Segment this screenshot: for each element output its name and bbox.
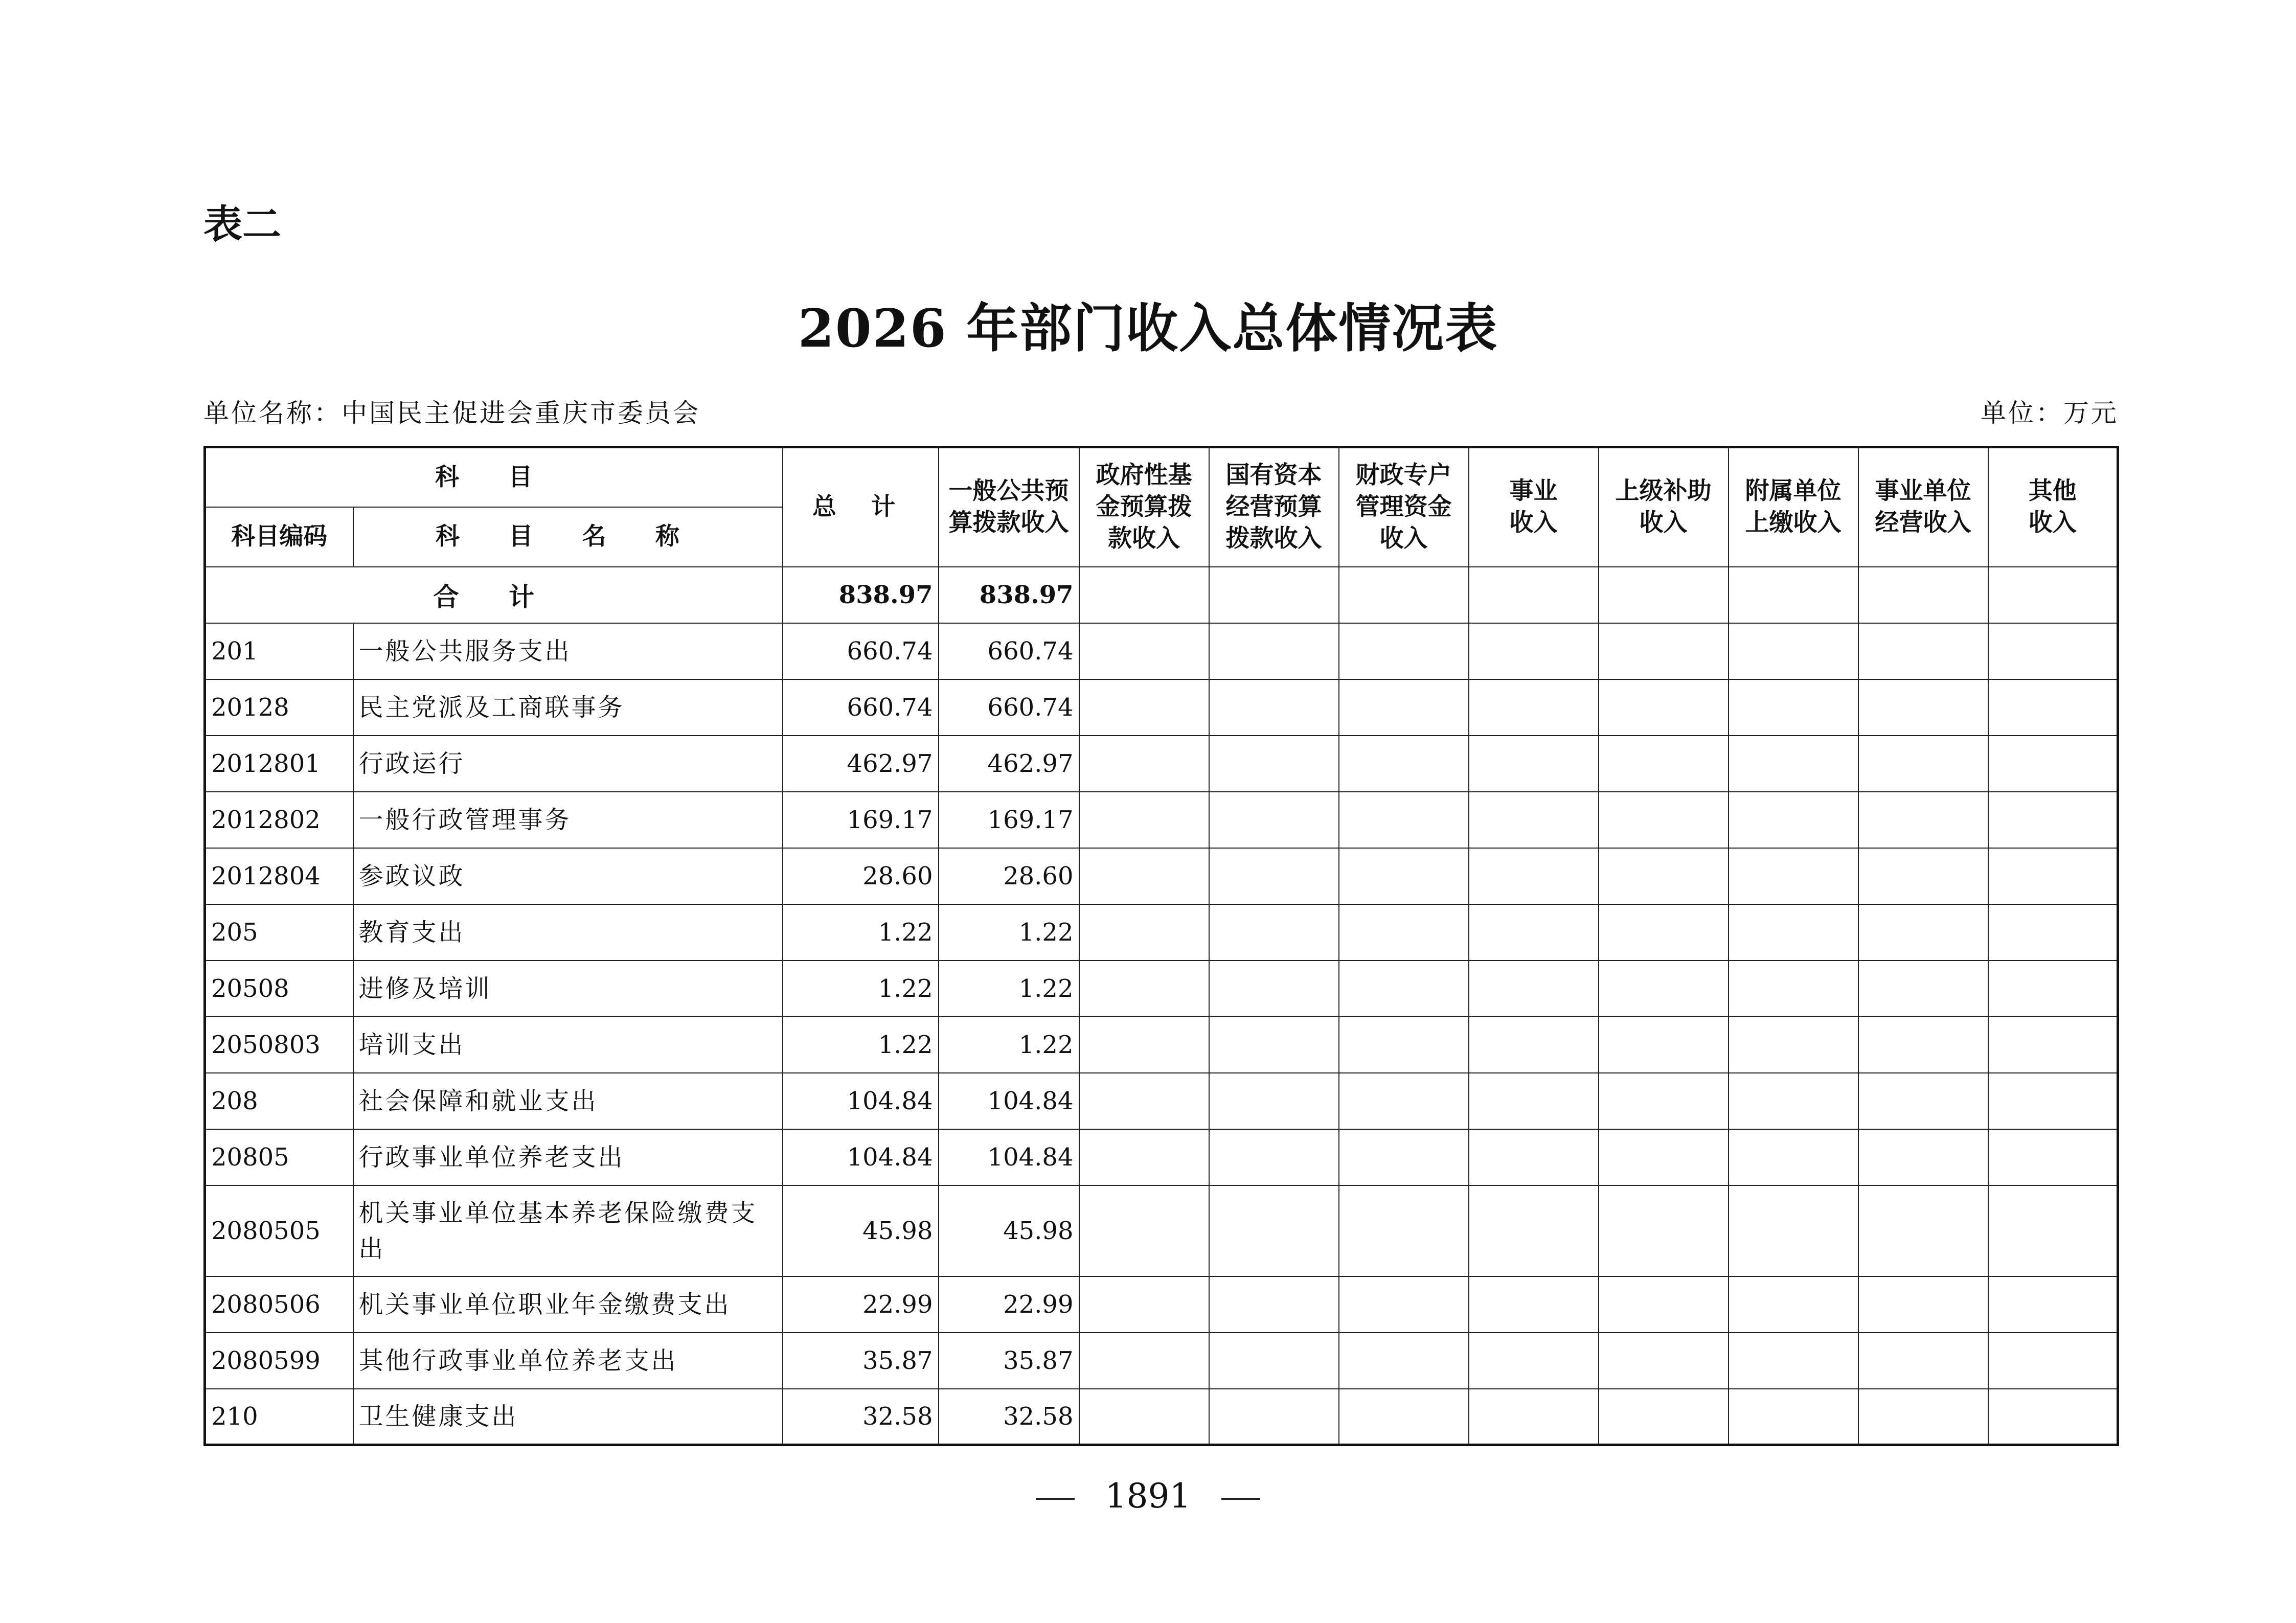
totals-label: 合 计 bbox=[205, 567, 783, 623]
empty-cell bbox=[1599, 1017, 1729, 1073]
subject-code: 208 bbox=[205, 1073, 353, 1129]
empty-cell bbox=[1599, 792, 1729, 848]
total-value: 1.22 bbox=[783, 961, 939, 1017]
total-value: 104.84 bbox=[783, 1073, 939, 1129]
empty-cell bbox=[1988, 1389, 2118, 1445]
table-row bbox=[205, 1185, 2118, 1276]
empty-cell bbox=[1079, 1129, 1209, 1185]
total-value: 35.87 bbox=[783, 1333, 939, 1389]
empty-cell bbox=[1469, 1073, 1599, 1129]
table-row bbox=[205, 1333, 2118, 1389]
empty-cell bbox=[1988, 1333, 2118, 1389]
totals-total: 838.97 bbox=[783, 567, 939, 623]
general-budget-value: 1.22 bbox=[939, 961, 1079, 1017]
empty-cell bbox=[1079, 1017, 1209, 1073]
empty-cell bbox=[1339, 1389, 1469, 1445]
empty-cell bbox=[1469, 679, 1599, 736]
subject-code: 201 bbox=[205, 623, 353, 679]
header-state-capital: 国有资本经营预算拨款收入 bbox=[1209, 447, 1339, 567]
empty-cell bbox=[1858, 961, 1988, 1017]
header-general-budget: 一般公共预算拨款收入 bbox=[939, 447, 1079, 567]
empty-cell bbox=[1339, 961, 1469, 1017]
subject-code: 2012804 bbox=[205, 848, 353, 904]
general-budget-value: 169.17 bbox=[939, 792, 1079, 848]
table-row bbox=[205, 623, 2118, 679]
total-value: 28.60 bbox=[783, 848, 939, 904]
empty-cell bbox=[1209, 736, 1339, 792]
footer-dash-left bbox=[1036, 1498, 1075, 1500]
empty-cell bbox=[1209, 961, 1339, 1017]
empty-cell bbox=[1599, 736, 1729, 792]
empty-cell bbox=[1079, 736, 1209, 792]
subject-code: 2050803 bbox=[205, 1017, 353, 1073]
subject-code: 20128 bbox=[205, 679, 353, 736]
empty-cell bbox=[1209, 792, 1339, 848]
empty-cell bbox=[1599, 1276, 1729, 1333]
empty-cell bbox=[1339, 1185, 1469, 1276]
subject-name: 民主党派及工商联事务 bbox=[353, 679, 783, 736]
subject-name: 其他行政事业单位养老支出 bbox=[353, 1333, 783, 1389]
empty-cell bbox=[1599, 1185, 1729, 1276]
table-tag: 表二 bbox=[203, 201, 281, 247]
footer-dash-right bbox=[1221, 1498, 1260, 1500]
empty-cell bbox=[1729, 1073, 1858, 1129]
subject-name: 机关事业单位基本养老保险缴费支出 bbox=[353, 1185, 783, 1276]
subject-code: 2080505 bbox=[205, 1185, 353, 1276]
page-footer bbox=[0, 1476, 2296, 1516]
empty-cell bbox=[1988, 1185, 2118, 1276]
header-subject-group: 科 目 bbox=[205, 447, 783, 507]
subject-code: 205 bbox=[205, 904, 353, 961]
empty-cell bbox=[1079, 848, 1209, 904]
general-budget-value: 45.98 bbox=[939, 1185, 1079, 1276]
header-affiliated: 附属单位上缴收入 bbox=[1729, 447, 1858, 567]
general-budget-value: 35.87 bbox=[939, 1333, 1079, 1389]
totals-row bbox=[205, 567, 2118, 623]
empty-cell bbox=[1729, 1276, 1858, 1333]
table-row bbox=[205, 961, 2118, 1017]
header-total: 总 计 bbox=[783, 447, 939, 567]
subject-code: 2080506 bbox=[205, 1276, 353, 1333]
empty-cell bbox=[1339, 792, 1469, 848]
empty-cell bbox=[1858, 848, 1988, 904]
empty-cell bbox=[1729, 1017, 1858, 1073]
empty-cell bbox=[1858, 792, 1988, 848]
empty-cell bbox=[1729, 904, 1858, 961]
table-row bbox=[205, 679, 2118, 736]
header-career-income: 事业收入 bbox=[1469, 447, 1599, 567]
empty-cell bbox=[1209, 1073, 1339, 1129]
empty-cell bbox=[1858, 1017, 1988, 1073]
total-value: 660.74 bbox=[783, 679, 939, 736]
empty-cell bbox=[1469, 904, 1599, 961]
empty-cell bbox=[1729, 1333, 1858, 1389]
empty-cell bbox=[1469, 792, 1599, 848]
table-row bbox=[205, 736, 2118, 792]
empty-cell bbox=[1209, 1017, 1339, 1073]
empty-cell bbox=[1079, 679, 1209, 736]
empty-cell bbox=[1729, 961, 1858, 1017]
subject-code: 20805 bbox=[205, 1129, 353, 1185]
page-number: 1891 bbox=[1105, 1476, 1191, 1516]
empty-cell bbox=[1209, 1333, 1339, 1389]
empty-cell bbox=[1858, 679, 1988, 736]
empty-cell bbox=[1339, 1276, 1469, 1333]
empty-cell bbox=[1988, 1129, 2118, 1185]
subject-name: 参政议政 bbox=[353, 848, 783, 904]
general-budget-value: 28.60 bbox=[939, 848, 1079, 904]
empty-cell bbox=[1079, 1389, 1209, 1445]
empty-cell bbox=[1599, 623, 1729, 679]
empty-cell bbox=[1079, 961, 1209, 1017]
subject-name: 一般行政管理事务 bbox=[353, 792, 783, 848]
table-row bbox=[205, 904, 2118, 961]
general-budget-value: 32.58 bbox=[939, 1389, 1079, 1445]
empty-cell bbox=[1858, 623, 1988, 679]
empty-cell bbox=[1079, 623, 1209, 679]
empty-cell bbox=[1599, 904, 1729, 961]
empty-cell bbox=[1988, 679, 2118, 736]
total-value: 32.58 bbox=[783, 1389, 939, 1445]
empty-cell bbox=[1079, 792, 1209, 848]
empty-cell bbox=[1988, 792, 2118, 848]
subject-name: 教育支出 bbox=[353, 904, 783, 961]
total-value: 45.98 bbox=[783, 1185, 939, 1276]
empty-cell bbox=[1729, 736, 1858, 792]
empty-cell bbox=[1599, 1129, 1729, 1185]
unit-label: 单位：万元 bbox=[1981, 398, 2119, 428]
empty-cell bbox=[1209, 679, 1339, 736]
empty-cell bbox=[1209, 848, 1339, 904]
empty-cell bbox=[1469, 1333, 1599, 1389]
empty-cell bbox=[1858, 736, 1988, 792]
empty-cell bbox=[1209, 1129, 1339, 1185]
subject-code: 2012802 bbox=[205, 792, 353, 848]
subject-code: 2012801 bbox=[205, 736, 353, 792]
empty-cell bbox=[1469, 1017, 1599, 1073]
empty-cell bbox=[1079, 1276, 1209, 1333]
empty-cell bbox=[1339, 736, 1469, 792]
general-budget-value: 462.97 bbox=[939, 736, 1079, 792]
subject-code: 20508 bbox=[205, 961, 353, 1017]
empty-cell bbox=[1729, 848, 1858, 904]
total-value: 1.22 bbox=[783, 904, 939, 961]
empty-cell bbox=[1469, 1185, 1599, 1276]
empty-cell bbox=[1599, 1073, 1729, 1129]
general-budget-value: 104.84 bbox=[939, 1073, 1079, 1129]
subject-code: 2080599 bbox=[205, 1333, 353, 1389]
empty-cell bbox=[1339, 904, 1469, 961]
empty-cell bbox=[1209, 904, 1339, 961]
general-budget-value: 1.22 bbox=[939, 1017, 1079, 1073]
empty-cell bbox=[1988, 961, 2118, 1017]
empty-cell bbox=[1339, 679, 1469, 736]
total-value: 104.84 bbox=[783, 1129, 939, 1185]
empty-cell bbox=[1599, 961, 1729, 1017]
empty-cell bbox=[1079, 1073, 1209, 1129]
empty-cell bbox=[1858, 1073, 1988, 1129]
general-budget-value: 1.22 bbox=[939, 904, 1079, 961]
empty-cell bbox=[1599, 1389, 1729, 1445]
empty-cell bbox=[1079, 1333, 1209, 1389]
empty-cell bbox=[1339, 1333, 1469, 1389]
total-value: 462.97 bbox=[783, 736, 939, 792]
subject-name: 社会保障和就业支出 bbox=[353, 1073, 783, 1129]
table-row bbox=[205, 1073, 2118, 1129]
empty-cell bbox=[1988, 1073, 2118, 1129]
empty-cell bbox=[1729, 623, 1858, 679]
table-row bbox=[205, 1017, 2118, 1073]
empty-cell bbox=[1858, 1333, 1988, 1389]
empty-cell bbox=[1339, 1129, 1469, 1185]
empty-cell bbox=[1988, 1276, 2118, 1333]
empty-cell bbox=[1988, 1017, 2118, 1073]
header-higher-subsidy: 上级补助收入 bbox=[1599, 447, 1729, 567]
empty-cell bbox=[1339, 623, 1469, 679]
header-special-fund: 财政专户管理资金收入 bbox=[1339, 447, 1469, 567]
empty-cell bbox=[1079, 1185, 1209, 1276]
empty-cell bbox=[1858, 1276, 1988, 1333]
table-row bbox=[205, 1276, 2118, 1333]
empty-cell bbox=[1988, 623, 2118, 679]
empty-cell bbox=[1599, 848, 1729, 904]
table-row bbox=[205, 1389, 2118, 1445]
unit-name: 单位名称：中国民主促进会重庆市委员会 bbox=[203, 398, 700, 428]
subject-name: 培训支出 bbox=[353, 1017, 783, 1073]
empty-cell bbox=[1988, 904, 2118, 961]
header-subject-code: 科目编码 bbox=[205, 507, 353, 567]
empty-cell bbox=[1729, 792, 1858, 848]
subject-name: 一般公共服务支出 bbox=[353, 623, 783, 679]
empty-cell bbox=[1599, 1333, 1729, 1389]
general-budget-value: 22.99 bbox=[939, 1276, 1079, 1333]
empty-cell bbox=[1339, 1073, 1469, 1129]
total-value: 1.22 bbox=[783, 1017, 939, 1073]
empty-cell bbox=[1339, 1017, 1469, 1073]
empty-cell bbox=[1469, 736, 1599, 792]
table-row bbox=[205, 792, 2118, 848]
subject-name: 进修及培训 bbox=[353, 961, 783, 1017]
table-row bbox=[205, 848, 2118, 904]
subject-name: 行政运行 bbox=[353, 736, 783, 792]
empty-cell bbox=[1469, 1129, 1599, 1185]
empty-cell bbox=[1469, 848, 1599, 904]
subject-name: 机关事业单位职业年金缴费支出 bbox=[353, 1276, 783, 1333]
subject-code: 210 bbox=[205, 1389, 353, 1445]
header-gov-fund: 政府性基金预算拨款收入 bbox=[1079, 447, 1209, 567]
header-subject-name: 科 目 名 称 bbox=[353, 507, 783, 567]
empty-cell bbox=[1209, 1389, 1339, 1445]
empty-cell bbox=[1729, 1389, 1858, 1445]
header-other: 其他收入 bbox=[1988, 447, 2118, 567]
subject-name: 卫生健康支出 bbox=[353, 1389, 783, 1445]
empty-cell bbox=[1858, 1129, 1988, 1185]
empty-cell bbox=[1858, 1389, 1988, 1445]
table-row bbox=[205, 1129, 2118, 1185]
empty-cell bbox=[1469, 1389, 1599, 1445]
empty-cell bbox=[1988, 848, 2118, 904]
general-budget-value: 660.74 bbox=[939, 623, 1079, 679]
totals-general-budget: 838.97 bbox=[939, 567, 1079, 623]
empty-cell bbox=[1469, 961, 1599, 1017]
empty-cell bbox=[1858, 904, 1988, 961]
income-table bbox=[203, 446, 2119, 1446]
empty-cell bbox=[1988, 736, 2118, 792]
empty-cell bbox=[1729, 679, 1858, 736]
total-value: 660.74 bbox=[783, 623, 939, 679]
empty-cell bbox=[1209, 623, 1339, 679]
general-budget-value: 104.84 bbox=[939, 1129, 1079, 1185]
empty-cell bbox=[1209, 1276, 1339, 1333]
empty-cell bbox=[1729, 1129, 1858, 1185]
total-value: 22.99 bbox=[783, 1276, 939, 1333]
subject-name: 行政事业单位养老支出 bbox=[353, 1129, 783, 1185]
empty-cell bbox=[1079, 904, 1209, 961]
empty-cell bbox=[1729, 1185, 1858, 1276]
total-value: 169.17 bbox=[783, 792, 939, 848]
general-budget-value: 660.74 bbox=[939, 679, 1079, 736]
empty-cell bbox=[1339, 848, 1469, 904]
page-title: 2026 年部门收入总体情况表 bbox=[798, 298, 1498, 359]
empty-cell bbox=[1858, 1185, 1988, 1276]
empty-cell bbox=[1469, 1276, 1599, 1333]
empty-cell bbox=[1469, 623, 1599, 679]
empty-cell bbox=[1209, 1185, 1339, 1276]
empty-cell bbox=[1599, 679, 1729, 736]
header-operating: 事业单位经营收入 bbox=[1858, 447, 1988, 567]
